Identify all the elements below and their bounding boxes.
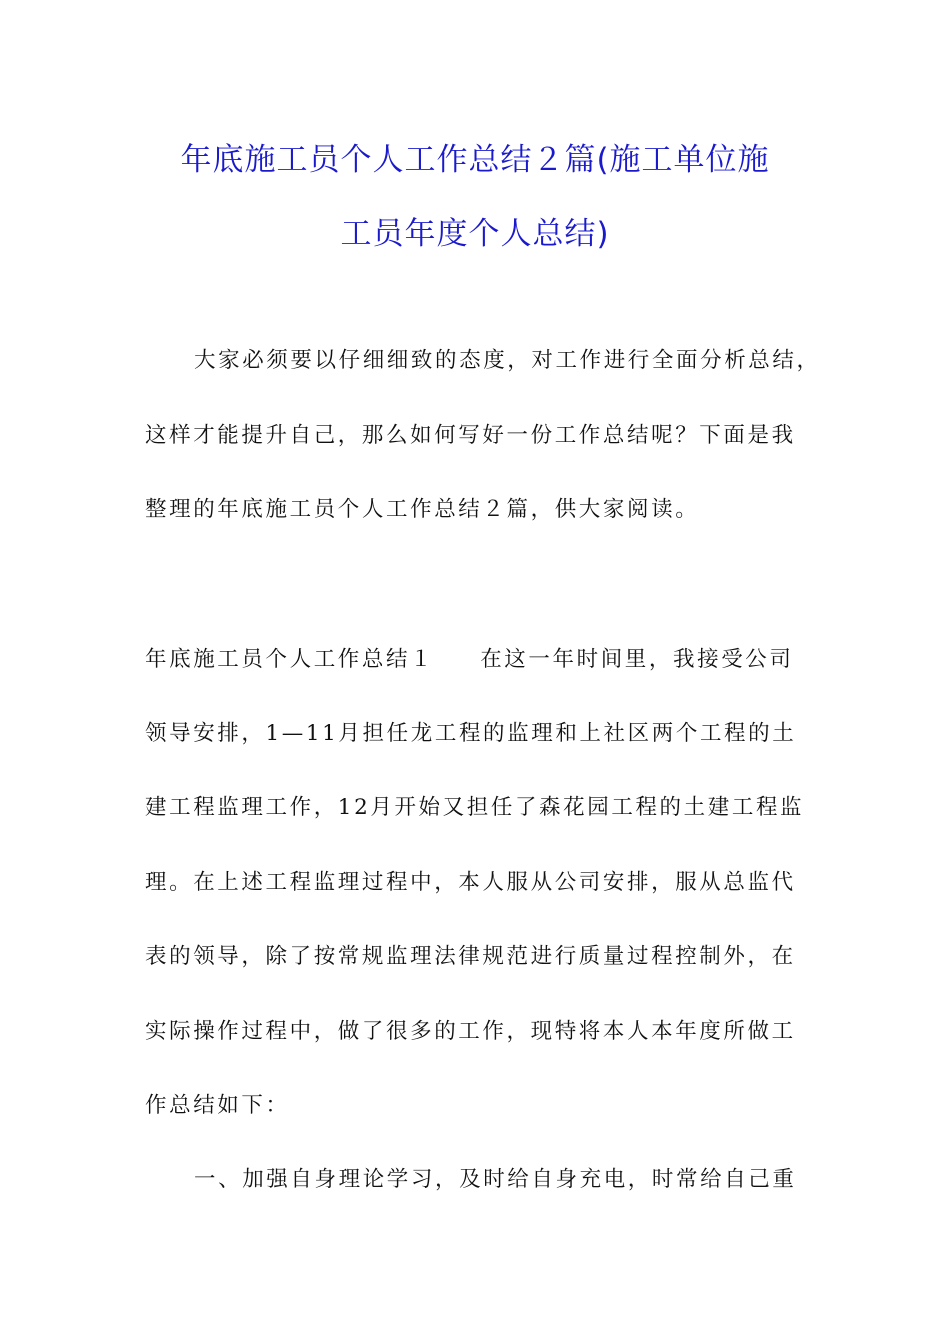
intro-line-3: 整理的年底施工员个人工作总结２篇，供大家阅读。 xyxy=(145,497,700,522)
body-line-1: 领导安排，1—11月担任龙工程的监理和上社区两个工程的土 xyxy=(145,721,797,746)
section-first-line xyxy=(145,649,794,671)
section-heading: 年底施工员个人工作总结１ xyxy=(145,647,435,672)
document-title-line-1: 年底施工员个人工作总结２篇(施工单位施 xyxy=(180,142,770,178)
body-first-line-rest: 在这一年时间里，我接受公司 xyxy=(480,647,794,672)
point-1-line: 一、加强自身理论学习，及时给自身充电，时常给自己重 xyxy=(194,1167,797,1192)
body-line-6: 作总结如下： xyxy=(145,1093,290,1118)
intro-line-1: 大家必须要以仔细细致的态度，对工作进行全面分析总结， xyxy=(194,348,821,373)
body-line-4: 表的领导，除了按常规监理法律规范进行质量过程控制外，在 xyxy=(145,944,796,969)
document-title-line-2: 工员年度个人总结) xyxy=(340,216,610,252)
intro-line-2: 这样才能提升自己，那么如何写好一份工作总结呢？下面是我 xyxy=(145,423,796,448)
body-line-5: 实际操作过程中，做了很多的工作，现特将本人本年度所做工 xyxy=(145,1019,796,1044)
body-line-3: 理。在上述工程监理过程中，本人服从公司安排，服从总监代 xyxy=(145,870,796,895)
body-line-2: 建工程监理工作，12月开始又担任了森花园工程的土建工程监 xyxy=(145,795,805,820)
